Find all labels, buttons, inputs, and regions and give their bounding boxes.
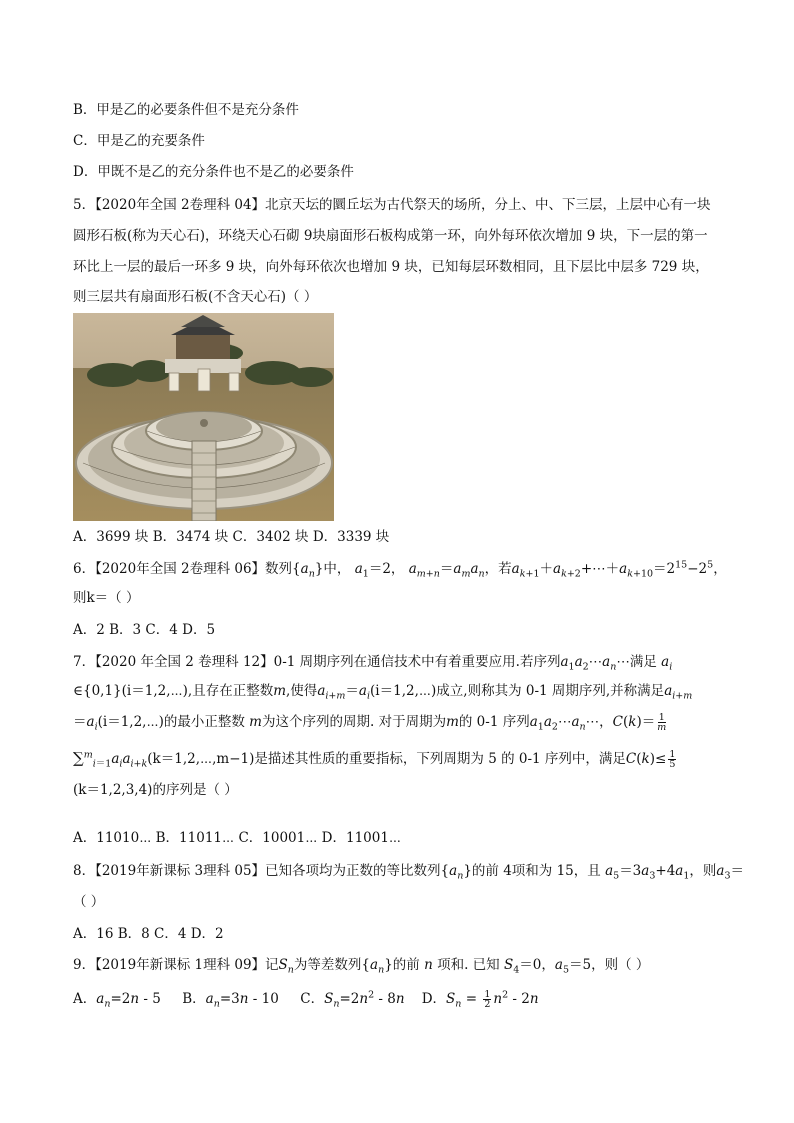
q6-prefix: 6．【2020年全国 2卷理科 06】数列 xyxy=(73,561,293,577)
q7-l2-c: (i＝1,2,⋯)成立,则称其为 0-1 周期序列,并称满足 xyxy=(370,683,665,699)
q6-a1-def: $a_1=2$ xyxy=(354,561,391,580)
q7-line-1: 7．【2020 年全国 2 卷理科 12】0-1 周期序列在通信技术中有着重要应用.若序列$a_1a_2\cdots a_n\cdots$满足 $a_i$ xyxy=(73,654,673,673)
option-c-prev: C．甲是乙的充要条件 xyxy=(73,133,205,149)
q7-line-4: $\sum^m_{i=1}a_ia_{i+k}(k=1,2,\cdots,m-1)$是描述其性质的重要指标，下列周期为 5 的 0-1 序列中，满足C(k)≤ $\frac{1}{5}$ xyxy=(73,749,676,770)
temple-of-heaven-photo xyxy=(73,313,334,521)
q9-end: ，则（ ） xyxy=(591,957,650,973)
q7-line-2: ∈{0,1}(i＝1,2,⋯),且存在正整数m,使得$a_{i+m}=a_i(i=1,2,\cdots)$成立,则称其为 0-1 周期序列,并称满足$a_{i+m}$ xyxy=(73,683,693,702)
q7-prefix: 7．【2020 年全国 2 卷理科 12】0-1 周期序列在通信技术中有着重要应用.若序列 xyxy=(73,654,561,670)
q6-line-1: 6．【2020年全国 2卷理科 06】数列$\{a_n\}$中， $a_1=2$， $a_{m+n}=a_ma_n$，若$a_{k+1}+a_{k+2}+\cdots+a_{k+10}=2^{15}-2^5$， xyxy=(73,559,727,580)
q7-l1-suffix: 满足 xyxy=(629,654,657,670)
q8-mid: 的前 4项和为 15，且 xyxy=(471,863,601,879)
q7-l3-a: (i＝1,2,⋯)的最小正整数 xyxy=(97,714,245,730)
q7-frac-1-m: $\frac{1}{m}$ xyxy=(657,712,667,733)
q9-prefix: 9．【2019年新课标 1理科 09】记 xyxy=(73,957,279,973)
q5-line-3: 环比上一层的最后一环多 9 块，向外每环依次也增加 9 块，已知每层环数相同，且下层比中层多 729 块， xyxy=(73,259,709,275)
q8-end: ，则 xyxy=(689,863,717,879)
q7-frac-1-5: $\frac{1}{5}$ xyxy=(669,749,676,770)
q8-options: A．16 B．8 C．4 D．2 xyxy=(73,926,224,942)
q6-recurrence: $a_{m+n}=a_ma_n$ xyxy=(408,561,485,580)
q9-frac-half: $\frac{1}{2}$ xyxy=(484,989,491,1010)
q6-sum-condition: $a_{k+1}+a_{k+2}+\cdots+a_{k+10}=2^{15}-2^5$ xyxy=(511,559,714,580)
q7-line-5: (k＝1,2,3,4)的序列是（ ） xyxy=(73,782,238,798)
q5-line-1: 5．【2020年全国 2卷理科 04】北京天坛的圜丘坛为古代祭天的场所，分上、中、下三层，上层中心有一块 xyxy=(73,197,711,213)
q9-mid2: 的前 xyxy=(392,957,420,973)
q9-mid3: 项和. 已知 xyxy=(437,957,500,973)
q8-prefix: 8．【2019年新课标 3理科 05】已知各项均为正数的等比数列 xyxy=(73,863,441,879)
temple-illustration xyxy=(73,313,334,521)
q6-line-2: 则k＝（ ） xyxy=(73,590,140,606)
q7-l2-a: ∈{0,1}(i＝1,2,⋯),且存在正整数 xyxy=(73,683,274,699)
option-d-prev: D．甲既不是乙的充分条件也不是乙的必要条件 xyxy=(73,164,354,180)
q6-seq-an: $\{a_n\}$ xyxy=(292,561,324,580)
q6-options: A．2 B．3 C．4 D．5 xyxy=(73,622,216,638)
q5-line-4: 则三层共有扇面形石板(不含天心石)（ ） xyxy=(73,289,318,305)
q7-options: A．11010⋯ B．11011⋯ C．10001⋯ D．11001⋯ xyxy=(73,830,402,846)
q9-options: A．$a_n=2n - 5$ B．$a_n=3n - 10$ C．$S_n=2n^2 - 8n$ D．$S_n$ = $\frac{1}{2}$ $n^2 - 2n$ xyxy=(73,989,539,1010)
q9-mid1: 为等差数列 xyxy=(293,957,362,973)
q7-l2-b: ,使得 xyxy=(286,683,318,699)
q7-l3-c: 的 0-1 序列 xyxy=(458,714,530,730)
q7-line-3: $=a_i(i=1,2,\cdots)$的最小正整数 m为这个序列的周期. 对于周期为m的 0-1 序列$a_1a_2\cdots a_n\cdots$，C(k)＝ $\frac{1}{m}$ xyxy=(73,712,667,733)
q7-l3-b: 为这个序列的周期. 对于周期为 xyxy=(261,714,447,730)
q7-l4-a: (k＝1,2,⋯,m−1)是描述其性质的重要指标，下列周期为 5 的 0-1 序列中，满足 xyxy=(147,751,626,767)
q9-line-1: 9．【2019年新课标 1理科 09】记$S_n$为等差数列$\{a_n\}$的前 n 项和. 已知 $S_4=0$，$a_5=5$，则（ ） xyxy=(73,957,650,976)
option-b-prev: B．甲是乙的必要条件但不是充分条件 xyxy=(73,102,299,118)
q8-line-1: 8．【2019年新课标 3理科 05】已知各项均为正数的等比数列$\{a_n\}$的前 4项和为 15，且 $a_5=3a_3+4a_1$，则$a_3=$ xyxy=(73,863,745,882)
q5-options: A．3699 块 B．3474 块 C．3402 块 D．3339 块 xyxy=(73,529,390,545)
q8-line-2: （ ） xyxy=(73,894,105,910)
q7-seq: $a_1a_2\cdots a_n\cdots$ xyxy=(560,654,630,673)
q5-line-2: 圆形石板(称为天心石)，环绕天心石砌 9块扇面形石板构成第一环，向外每环依次增加 9 块，下一层的第一 xyxy=(73,228,708,244)
